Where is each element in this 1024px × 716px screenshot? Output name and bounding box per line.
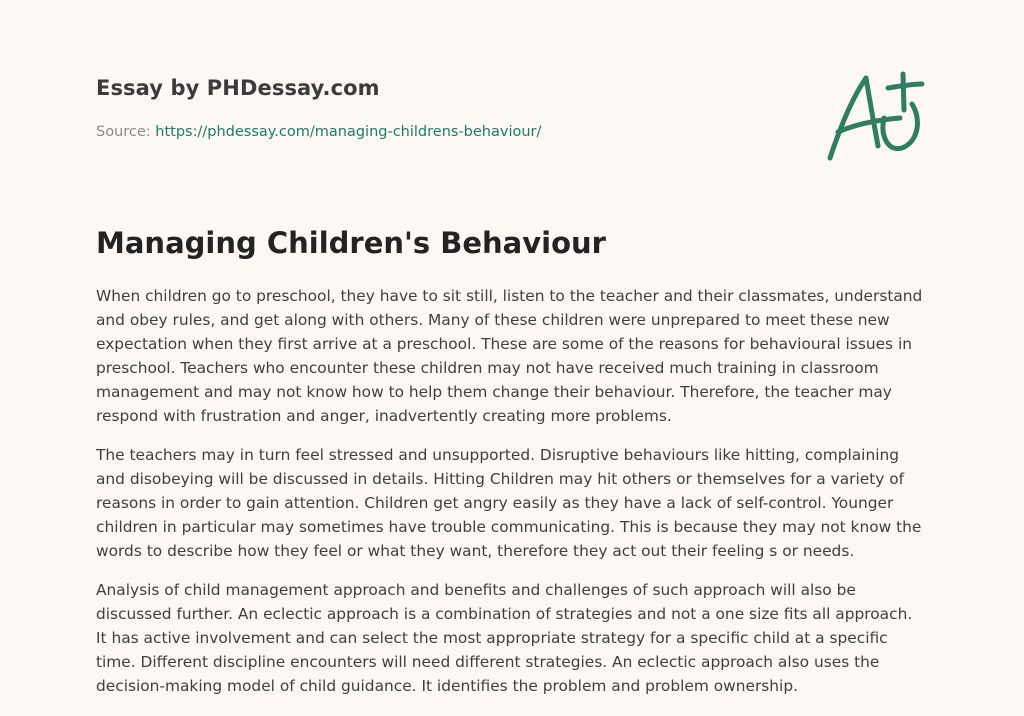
- essay-paragraph: Analysis of child management approach and benefits and challenges of such approach will also be discussed further. An eclectic approach is a combination of strategies and not a one size fits all approach. It has active involvement and can select the most appropriate strategy for a specific child at a specific time. Different discipline encounters will need different strategies. An eclectic approach also uses the decision-making model of child guidance. It identifies the problem and problem ownership.: [96, 581, 913, 695]
- source-line: [96, 124, 541, 140]
- a-plus-grade-icon: [818, 66, 930, 166]
- site-brand: Essay by PHDessay.com: [96, 76, 380, 100]
- essay-body: [96, 284, 926, 713]
- essay-paragraph: The teachers may in turn feel stressed and unsupported. Disruptive behaviours like hitting, complaining and disobeying will be discussed in details. Hitting Children may hit others or themselves for a variety of reasons in order to gain attention. Children get angry easily as they have a lack of self-control. Younger children in particular may sometimes have trouble communicating. This is because they may not know the words to describe how they feel or what they want, therefore they act out their feeling s or needs.: [96, 446, 922, 560]
- essay-paragraph: When children go to preschool, they have to sit still, listen to the teacher and their classmates, understand and obey rules, and get along with others. Many of these children were unprepared to meet these new expectation when they first arrive at a preschool. These are some of the reasons for behavioural issues in preschool. Teachers who encounter these children may not have received much training in classroom management and may not know how to help them change their behaviour. Therefore, the teacher may respond with frustration and anger, inadvertently creating more problems.: [96, 287, 923, 425]
- essay-title: Managing Children's Behaviour: [96, 226, 606, 260]
- source-link[interactable]: https://phdessay.com/managing-childrens-behaviour/: [155, 124, 542, 140]
- source-label: Source:: [96, 124, 151, 140]
